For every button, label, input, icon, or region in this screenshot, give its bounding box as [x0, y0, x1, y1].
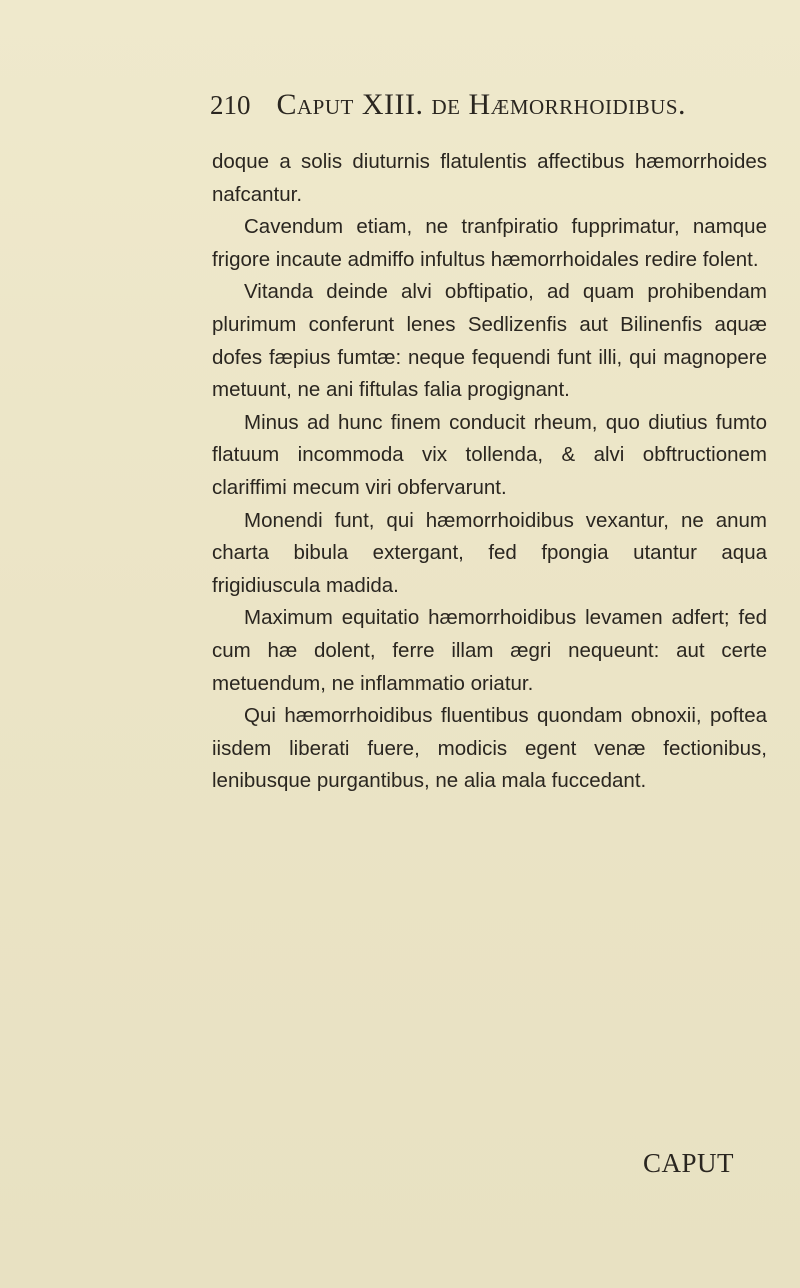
paragraph-maximum: Maximum equitatio hæmorrhoidibus levamen adfert; fed cum hæ dolent, ferre illam ægri nequeunt: aut certe metuendum, ne inflammatio oriatur.	[212, 606, 767, 695]
paragraph-monendi: Monendi funt, qui hæmorrhoidibus vexantur, ne anum charta bibula extergant, fed fpongia utantur aqua frigidiuscula madida.	[212, 508, 767, 597]
paragraph-minus: Minus ad hunc finem conducit rheum, quo diutius fumto flatuum incommoda vix tollenda, & alvi obftructionem clariffimi mecum viri obfervarunt.	[212, 410, 767, 499]
paragraph-continuation: doque a solis diuturnis flatulentis affectibus hæmorrhoides nafcantur.	[212, 150, 767, 206]
running-title: Caput XIII. de Hæmorrhoidibus.	[276, 88, 686, 121]
paragraph-cavendum: Cavendum etiam, ne tranfpiratio fupprimatur, namque frigore incaute admiffo infultus hæmorrhoidales redire folent.	[212, 215, 767, 271]
body-text	[212, 146, 767, 798]
catchword: CAPUT	[643, 1148, 735, 1178]
paragraph-qui: Qui hæmorrhoidibus fluentibus quondam obnoxii, poftea iisdem liberati fuere, modicis egent venæ fectionibus, lenibusque purgantibus, ne alia mala fuccedant.	[212, 704, 767, 793]
running-head	[210, 88, 770, 132]
page-number: 210	[210, 90, 251, 120]
paragraph-vitanda: Vitanda deinde alvi obftipatio, ad quam prohibendam plurimum conferunt lenes Sedlizenfis aut Bilinenfis aquæ dofes fæpius fumtæ: neque fequendi funt illi, qui magnopere metuunt, ne ani fiftulas falia progignant.	[212, 280, 767, 402]
